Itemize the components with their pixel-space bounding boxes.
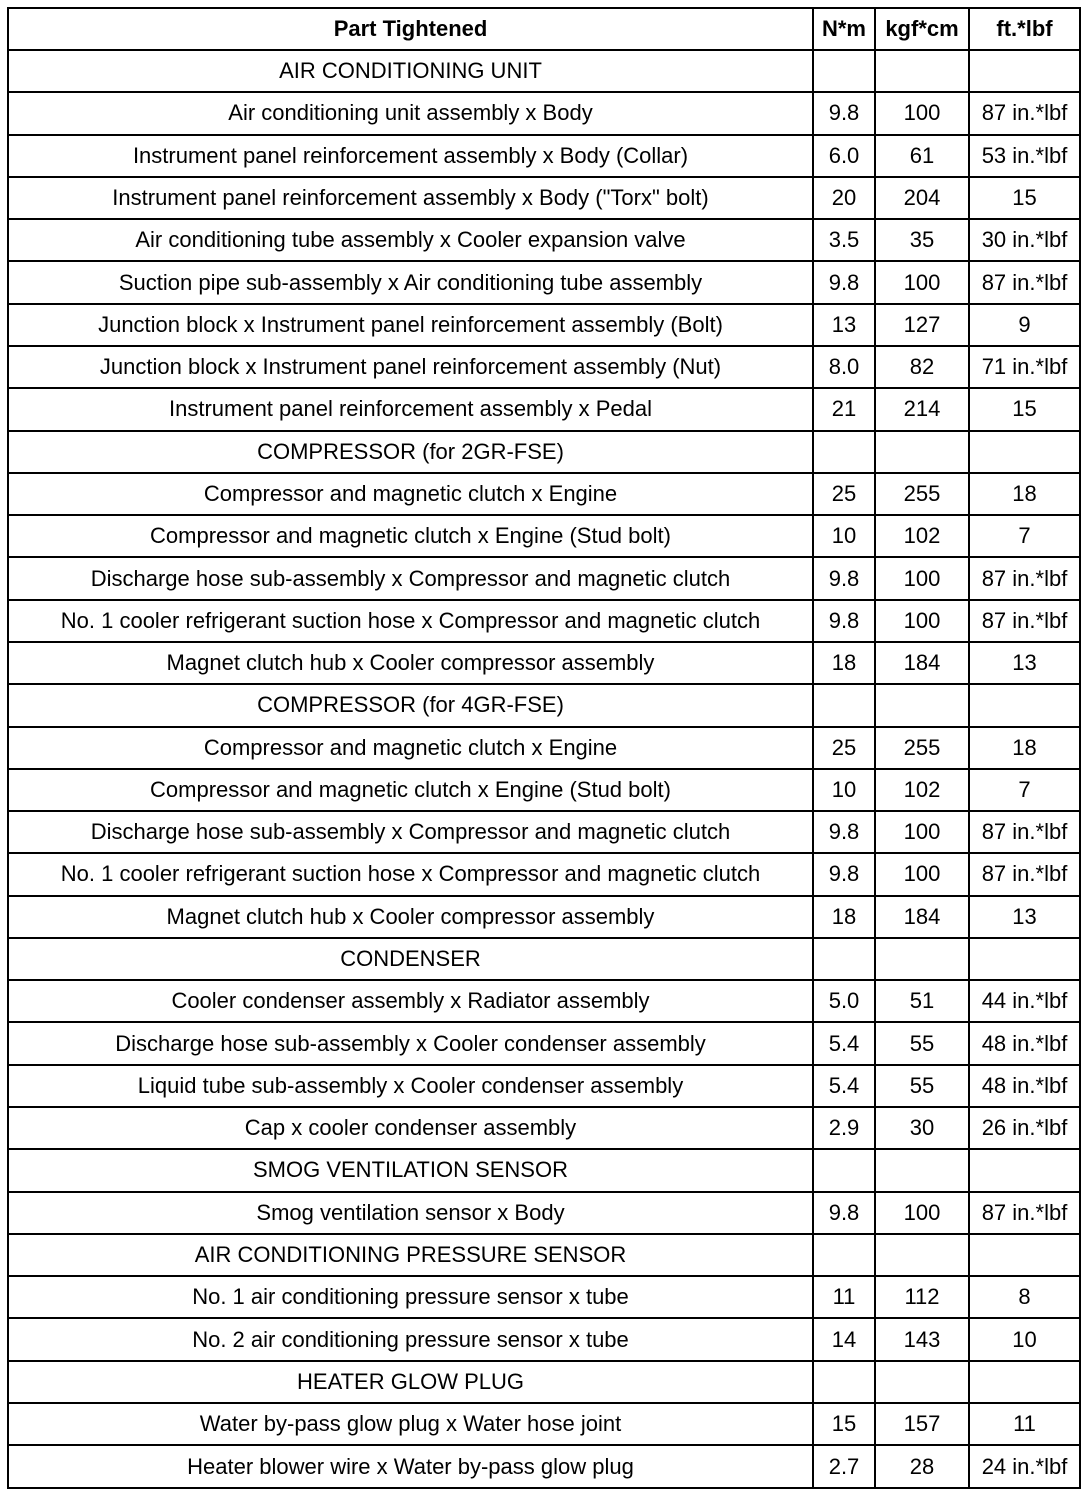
- kgf-value-cell: 102: [875, 769, 969, 811]
- nm-value-cell: 5.4: [813, 1022, 875, 1064]
- nm-value-cell: 9.8: [813, 261, 875, 303]
- ft-lbf-value-cell: 87 in.*lbf: [969, 600, 1080, 642]
- kgf-value-cell: [875, 1361, 969, 1403]
- table-row: [8, 980, 1080, 1022]
- kgf-value-cell: [875, 50, 969, 92]
- nm-value-cell: 14: [813, 1318, 875, 1360]
- part-name-cell: Air conditioning tube assembly x Cooler expansion valve: [8, 219, 813, 261]
- kgf-value-cell: 100: [875, 853, 969, 895]
- part-name-cell: Compressor and magnetic clutch x Engine: [8, 727, 813, 769]
- part-name-cell: Junction block x Instrument panel reinforcement assembly (Bolt): [8, 304, 813, 346]
- ft-lbf-value-cell: 30 in.*lbf: [969, 219, 1080, 261]
- kgf-value-cell: 55: [875, 1022, 969, 1064]
- section-row: [8, 50, 1080, 92]
- ft-lbf-value-cell: [969, 938, 1080, 980]
- header-newton-meters: N*m: [813, 8, 875, 50]
- header-part-tightened: Part Tightened: [8, 8, 813, 50]
- ft-lbf-value-cell: 87 in.*lbf: [969, 557, 1080, 599]
- part-name-cell: Water by-pass glow plug x Water hose joint: [8, 1403, 813, 1445]
- nm-value-cell: 18: [813, 642, 875, 684]
- ft-lbf-value-cell: 15: [969, 388, 1080, 430]
- table-row: [8, 135, 1080, 177]
- kgf-value-cell: 100: [875, 1192, 969, 1234]
- part-name-cell: Heater blower wire x Water by-pass glow plug: [8, 1445, 813, 1488]
- ft-lbf-value-cell: 15: [969, 177, 1080, 219]
- section-row: [8, 1234, 1080, 1276]
- part-name-cell: Smog ventilation sensor x Body: [8, 1192, 813, 1234]
- part-name-cell: Discharge hose sub-assembly x Compressor and magnetic clutch: [8, 557, 813, 599]
- table-row: [8, 727, 1080, 769]
- ft-lbf-value-cell: 48 in.*lbf: [969, 1065, 1080, 1107]
- nm-value-cell: 6.0: [813, 135, 875, 177]
- kgf-value-cell: 255: [875, 727, 969, 769]
- ft-lbf-value-cell: 71 in.*lbf: [969, 346, 1080, 388]
- ft-lbf-value-cell: [969, 684, 1080, 726]
- part-name-cell: Compressor and magnetic clutch x Engine: [8, 473, 813, 515]
- part-name-cell: Instrument panel reinforcement assembly x Body ("Torx" bolt): [8, 177, 813, 219]
- kgf-value-cell: [875, 1234, 969, 1276]
- ft-lbf-value-cell: 87 in.*lbf: [969, 811, 1080, 853]
- part-name-cell: No. 1 cooler refrigerant suction hose x Compressor and magnetic clutch: [8, 853, 813, 895]
- part-name-cell: Air conditioning unit assembly x Body: [8, 92, 813, 134]
- ft-lbf-value-cell: 8: [969, 1276, 1080, 1318]
- nm-value-cell: [813, 50, 875, 92]
- kgf-value-cell: 184: [875, 896, 969, 938]
- ft-lbf-value-cell: 87 in.*lbf: [969, 92, 1080, 134]
- kgf-value-cell: 61: [875, 135, 969, 177]
- kgf-value-cell: [875, 938, 969, 980]
- kgf-value-cell: 112: [875, 1276, 969, 1318]
- table-row: [8, 92, 1080, 134]
- ft-lbf-value-cell: 9: [969, 304, 1080, 346]
- section-row: [8, 938, 1080, 980]
- nm-value-cell: 9.8: [813, 1192, 875, 1234]
- table-row: [8, 853, 1080, 895]
- kgf-value-cell: 82: [875, 346, 969, 388]
- header-kgf-cm: kgf*cm: [875, 8, 969, 50]
- header-row: [8, 8, 1080, 50]
- section-title: HEATER GLOW PLUG: [8, 1361, 813, 1403]
- part-name-cell: No. 1 air conditioning pressure sensor x tube: [8, 1276, 813, 1318]
- part-name-cell: Magnet clutch hub x Cooler compressor assembly: [8, 642, 813, 684]
- nm-value-cell: 9.8: [813, 853, 875, 895]
- table-row: [8, 896, 1080, 938]
- ft-lbf-value-cell: 18: [969, 473, 1080, 515]
- nm-value-cell: [813, 1149, 875, 1191]
- nm-value-cell: 9.8: [813, 557, 875, 599]
- kgf-value-cell: 100: [875, 600, 969, 642]
- table-row: [8, 177, 1080, 219]
- section-title: COMPRESSOR (for 2GR-FSE): [8, 431, 813, 473]
- kgf-value-cell: 184: [875, 642, 969, 684]
- nm-value-cell: [813, 431, 875, 473]
- ft-lbf-value-cell: 24 in.*lbf: [969, 1445, 1080, 1488]
- nm-value-cell: 25: [813, 473, 875, 515]
- kgf-value-cell: 102: [875, 515, 969, 557]
- table-row: [8, 1022, 1080, 1064]
- table-row: [8, 304, 1080, 346]
- table-row: [8, 515, 1080, 557]
- part-name-cell: Cap x cooler condenser assembly: [8, 1107, 813, 1149]
- header-ft-lbf: ft.*lbf: [969, 8, 1080, 50]
- ft-lbf-value-cell: 87 in.*lbf: [969, 853, 1080, 895]
- table-row: [8, 1065, 1080, 1107]
- table-row: [8, 1107, 1080, 1149]
- ft-lbf-value-cell: 44 in.*lbf: [969, 980, 1080, 1022]
- ft-lbf-value-cell: 18: [969, 727, 1080, 769]
- nm-value-cell: [813, 938, 875, 980]
- ft-lbf-value-cell: 13: [969, 896, 1080, 938]
- part-name-cell: Compressor and magnetic clutch x Engine (Stud bolt): [8, 515, 813, 557]
- nm-value-cell: 18: [813, 896, 875, 938]
- nm-value-cell: 20: [813, 177, 875, 219]
- part-name-cell: No. 1 cooler refrigerant suction hose x Compressor and magnetic clutch: [8, 600, 813, 642]
- section-title: COMPRESSOR (for 4GR-FSE): [8, 684, 813, 726]
- section-title: CONDENSER: [8, 938, 813, 980]
- nm-value-cell: 3.5: [813, 219, 875, 261]
- table-row: [8, 1318, 1080, 1360]
- ft-lbf-value-cell: 10: [969, 1318, 1080, 1360]
- ft-lbf-value-cell: 11: [969, 1403, 1080, 1445]
- nm-value-cell: 11: [813, 1276, 875, 1318]
- nm-value-cell: 15: [813, 1403, 875, 1445]
- table-row: [8, 261, 1080, 303]
- ft-lbf-value-cell: 13: [969, 642, 1080, 684]
- ft-lbf-value-cell: [969, 1234, 1080, 1276]
- section-row: [8, 1361, 1080, 1403]
- nm-value-cell: [813, 1361, 875, 1403]
- table-row: [8, 1445, 1080, 1488]
- kgf-value-cell: [875, 431, 969, 473]
- nm-value-cell: 9.8: [813, 600, 875, 642]
- kgf-value-cell: [875, 1149, 969, 1191]
- table-row: [8, 346, 1080, 388]
- nm-value-cell: 8.0: [813, 346, 875, 388]
- kgf-value-cell: [875, 684, 969, 726]
- nm-value-cell: [813, 1234, 875, 1276]
- nm-value-cell: [813, 684, 875, 726]
- kgf-value-cell: 100: [875, 261, 969, 303]
- kgf-value-cell: 255: [875, 473, 969, 515]
- part-name-cell: Instrument panel reinforcement assembly x Pedal: [8, 388, 813, 430]
- part-name-cell: Junction block x Instrument panel reinforcement assembly (Nut): [8, 346, 813, 388]
- kgf-value-cell: 100: [875, 811, 969, 853]
- ft-lbf-value-cell: 48 in.*lbf: [969, 1022, 1080, 1064]
- table-body: [8, 50, 1080, 1488]
- section-title: SMOG VENTILATION SENSOR: [8, 1149, 813, 1191]
- kgf-value-cell: 28: [875, 1445, 969, 1488]
- ft-lbf-value-cell: 26 in.*lbf: [969, 1107, 1080, 1149]
- kgf-value-cell: 100: [875, 92, 969, 134]
- table-row: [8, 769, 1080, 811]
- part-name-cell: Compressor and magnetic clutch x Engine (Stud bolt): [8, 769, 813, 811]
- kgf-value-cell: 214: [875, 388, 969, 430]
- part-name-cell: Discharge hose sub-assembly x Cooler condenser assembly: [8, 1022, 813, 1064]
- nm-value-cell: 9.8: [813, 811, 875, 853]
- table-row: [8, 600, 1080, 642]
- table-row: [8, 1192, 1080, 1234]
- nm-value-cell: 10: [813, 769, 875, 811]
- part-name-cell: No. 2 air conditioning pressure sensor x tube: [8, 1318, 813, 1360]
- table-row: [8, 219, 1080, 261]
- table-row: [8, 1403, 1080, 1445]
- kgf-value-cell: 100: [875, 557, 969, 599]
- kgf-value-cell: 35: [875, 219, 969, 261]
- table-row: [8, 557, 1080, 599]
- ft-lbf-value-cell: 87 in.*lbf: [969, 261, 1080, 303]
- kgf-value-cell: 127: [875, 304, 969, 346]
- table-row: [8, 811, 1080, 853]
- part-name-cell: Liquid tube sub-assembly x Cooler condenser assembly: [8, 1065, 813, 1107]
- nm-value-cell: 13: [813, 304, 875, 346]
- kgf-value-cell: 204: [875, 177, 969, 219]
- table-row: [8, 388, 1080, 430]
- ft-lbf-value-cell: [969, 1149, 1080, 1191]
- table-row: [8, 642, 1080, 684]
- nm-value-cell: 21: [813, 388, 875, 430]
- table-row: [8, 1276, 1080, 1318]
- nm-value-cell: 2.9: [813, 1107, 875, 1149]
- ft-lbf-value-cell: 7: [969, 769, 1080, 811]
- section-title: AIR CONDITIONING PRESSURE SENSOR: [8, 1234, 813, 1276]
- kgf-value-cell: 157: [875, 1403, 969, 1445]
- kgf-value-cell: 143: [875, 1318, 969, 1360]
- section-row: [8, 431, 1080, 473]
- ft-lbf-value-cell: [969, 50, 1080, 92]
- ft-lbf-value-cell: [969, 431, 1080, 473]
- kgf-value-cell: 30: [875, 1107, 969, 1149]
- kgf-value-cell: 51: [875, 980, 969, 1022]
- part-name-cell: Discharge hose sub-assembly x Compressor and magnetic clutch: [8, 811, 813, 853]
- kgf-value-cell: 55: [875, 1065, 969, 1107]
- ft-lbf-value-cell: 87 in.*lbf: [969, 1192, 1080, 1234]
- ft-lbf-value-cell: [969, 1361, 1080, 1403]
- part-name-cell: Instrument panel reinforcement assembly x Body (Collar): [8, 135, 813, 177]
- table-row: [8, 473, 1080, 515]
- part-name-cell: Suction pipe sub-assembly x Air conditioning tube assembly: [8, 261, 813, 303]
- nm-value-cell: 5.0: [813, 980, 875, 1022]
- nm-value-cell: 10: [813, 515, 875, 557]
- part-name-cell: Magnet clutch hub x Cooler compressor assembly: [8, 896, 813, 938]
- section-title: AIR CONDITIONING UNIT: [8, 50, 813, 92]
- nm-value-cell: 2.7: [813, 1445, 875, 1488]
- section-row: [8, 1149, 1080, 1191]
- section-row: [8, 684, 1080, 726]
- torque-spec-table: [7, 7, 1081, 1489]
- ft-lbf-value-cell: 7: [969, 515, 1080, 557]
- nm-value-cell: 25: [813, 727, 875, 769]
- nm-value-cell: 5.4: [813, 1065, 875, 1107]
- ft-lbf-value-cell: 53 in.*lbf: [969, 135, 1080, 177]
- nm-value-cell: 9.8: [813, 92, 875, 134]
- part-name-cell: Cooler condenser assembly x Radiator assembly: [8, 980, 813, 1022]
